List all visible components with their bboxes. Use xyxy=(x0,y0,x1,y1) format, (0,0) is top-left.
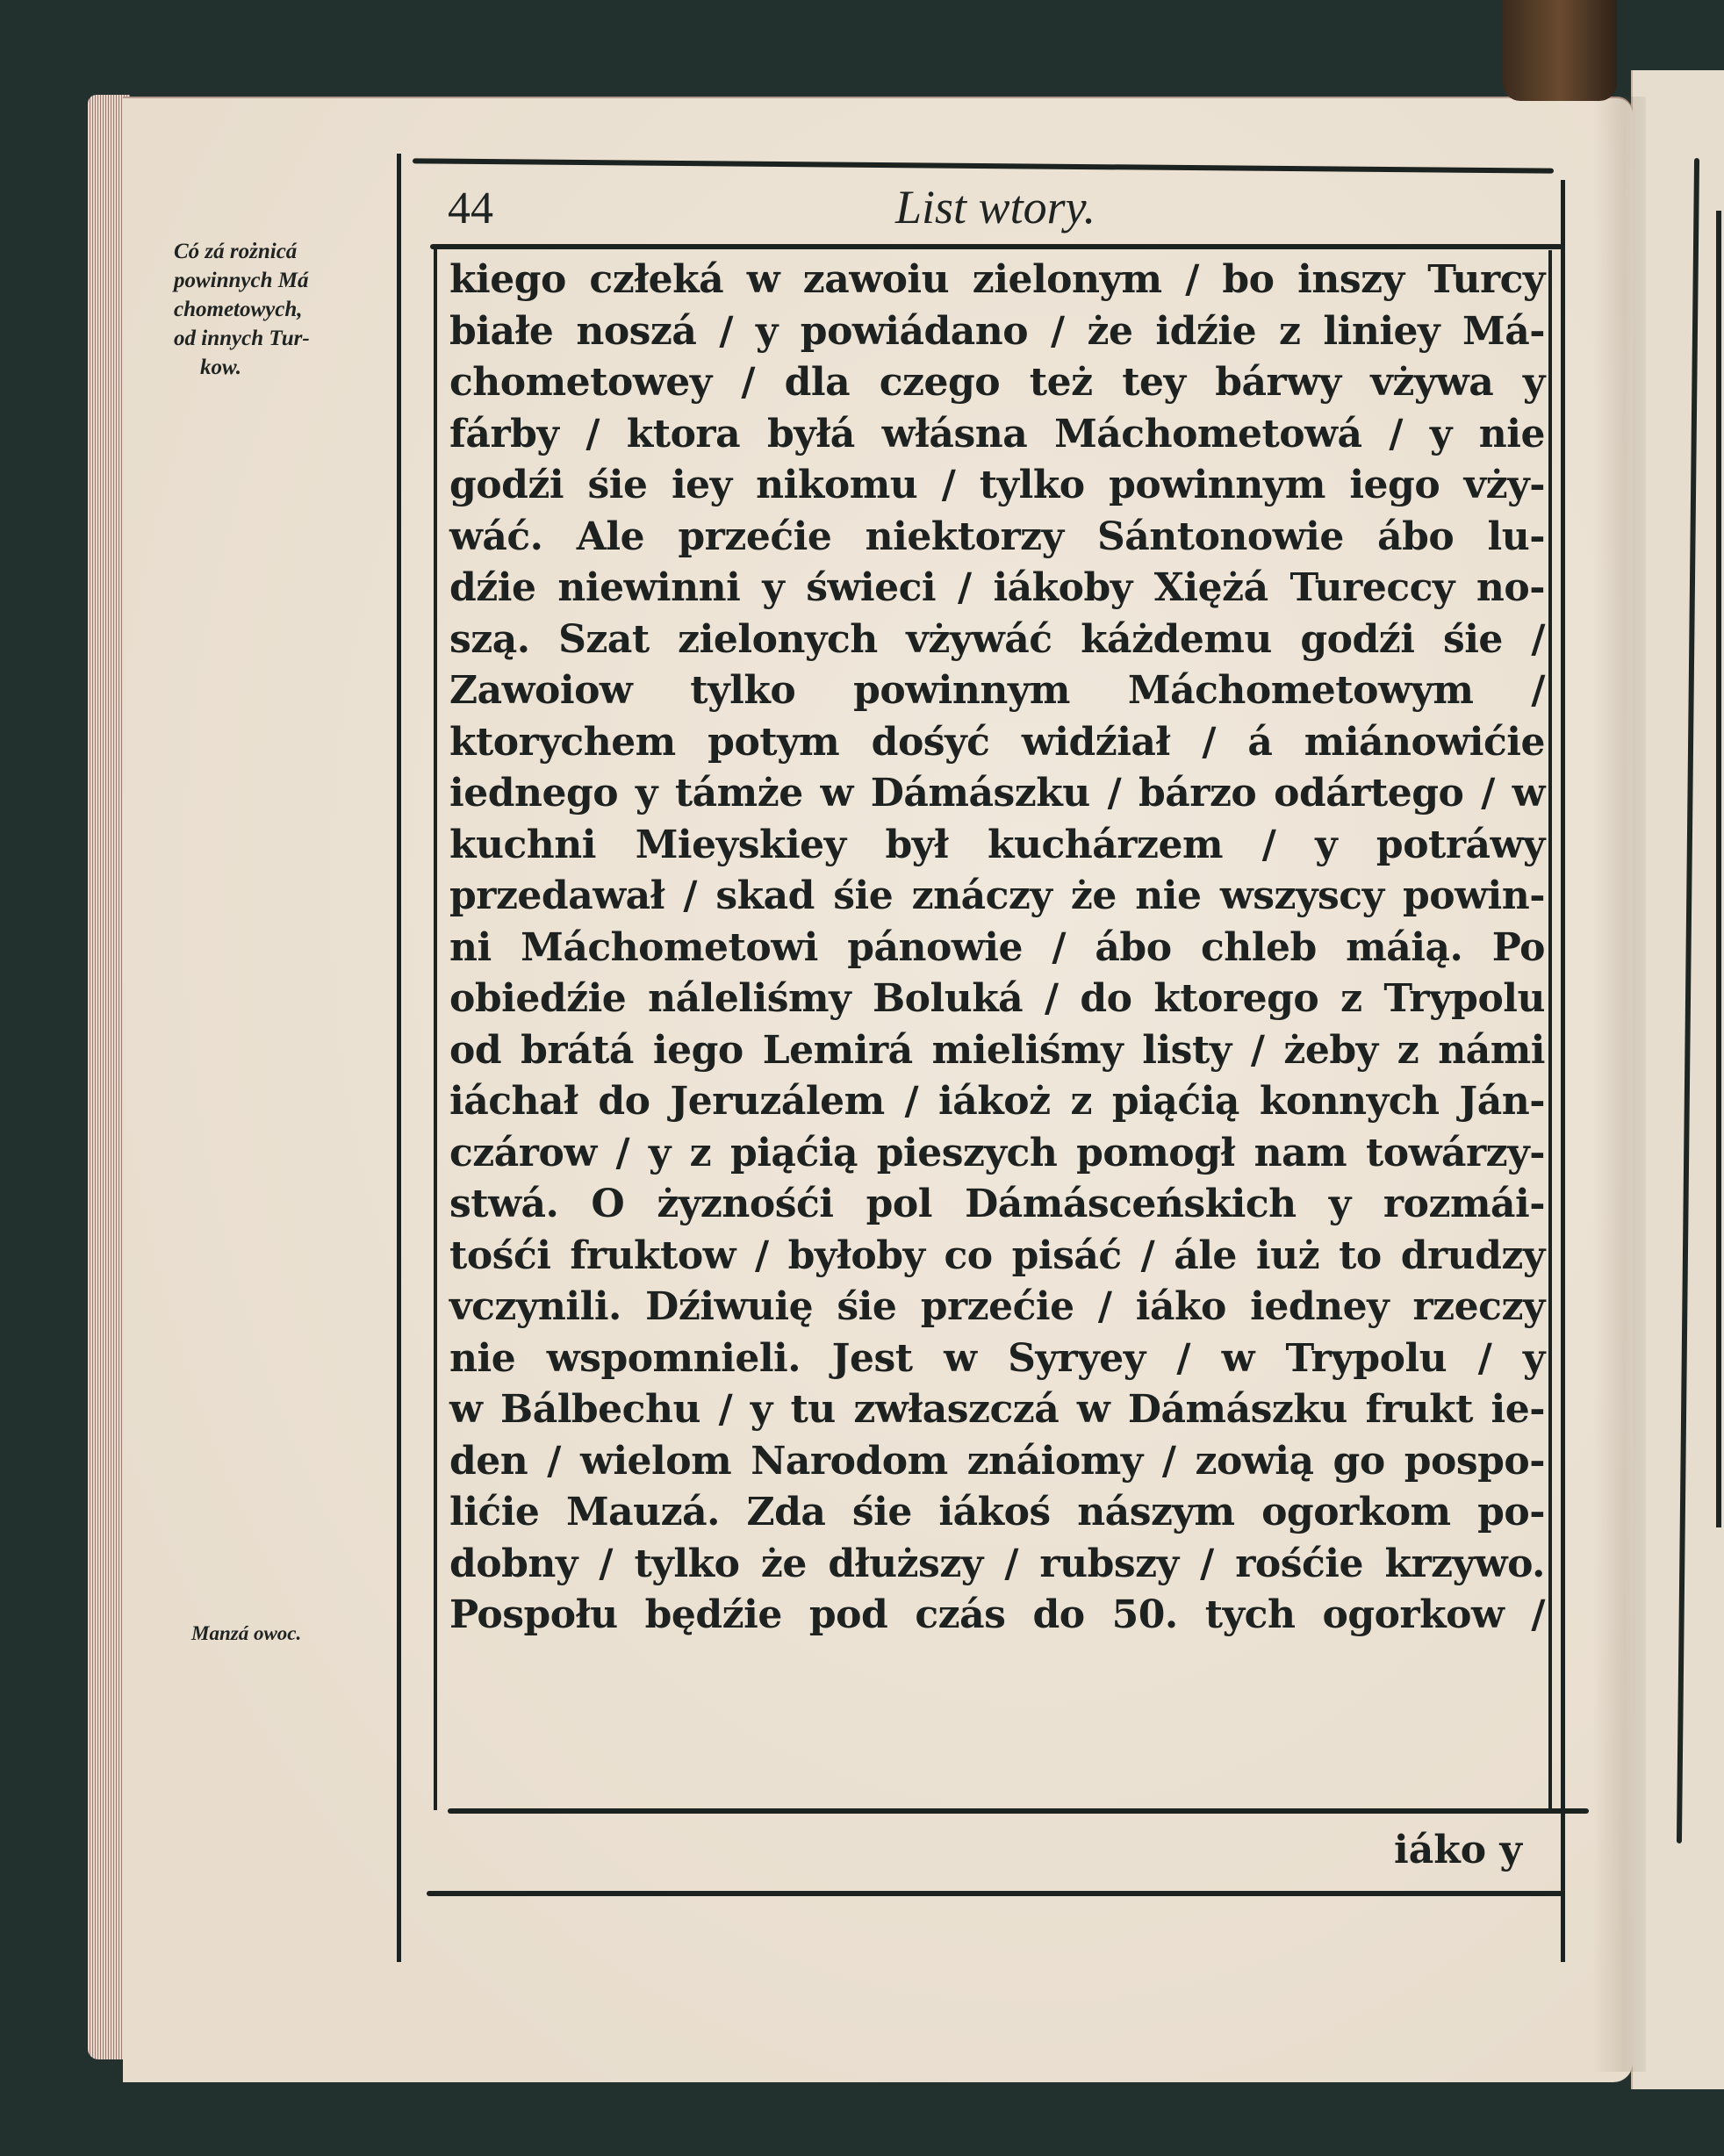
text-line: szą. Szat zielonych vżywáć káżdemu godźi śie / xyxy=(449,616,1545,662)
text-line: obiedźie náleliśmy Boluká / do ktorego z Trypolu xyxy=(449,976,1545,1021)
text-box-rule-left xyxy=(434,248,437,1810)
facing-page-rule xyxy=(1716,211,1721,1527)
text-line: wáć. Ale przećie niektorzy Sántonowie ábo lu- xyxy=(449,514,1545,559)
margin-note: Manzá owoc. xyxy=(191,1622,302,1644)
frame-rule-left xyxy=(397,154,401,1962)
text-line: białe noszá / y powiádano / że idźie z liniey Má- xyxy=(449,308,1545,354)
text-line: nie wspomnieli. Jest w Syryey / w Trypolu / y xyxy=(449,1335,1545,1381)
text-line: Zawoiow tylko powinnym Máchometowym / xyxy=(449,668,1545,713)
text-line: czárow / y z piąćią pieszych pomogł nam towárzy- xyxy=(449,1130,1545,1175)
body-text xyxy=(449,255,1545,1642)
text-box-rule-bottom xyxy=(448,1808,1589,1814)
running-head: List wtory. xyxy=(895,181,1096,234)
catchword: iáko y xyxy=(1394,1828,1522,1872)
text-line: lićie Mauzá. Zda śie iákoś nászym ogorkom po- xyxy=(449,1490,1545,1534)
text-line: kiego człeká w zawoiu zielonym / bo inszy Turcy xyxy=(449,257,1545,302)
text-line: godźi śie iey nikomu / tylko powinnym iego vży- xyxy=(449,463,1545,507)
margin-note xyxy=(174,237,393,382)
margin-note-line: Có zá rożnicá xyxy=(174,240,298,263)
margin-note-line: powinnych Má xyxy=(174,269,309,292)
text-line: den / wielom Narodom znáiomy / zowią go pospo- xyxy=(449,1438,1545,1484)
margin-note-line: chometowych, xyxy=(174,298,303,321)
text-line: ktorychem potym dośyć widźiał / á miánowićie xyxy=(449,719,1545,765)
spine-shadow xyxy=(1593,97,1646,2072)
text-line: dobny / tylko że dłuższy / rubszy / rośćie krzywo. xyxy=(449,1541,1545,1586)
frame-rule-bottom xyxy=(427,1891,1563,1896)
text-line: przedawał / skad śie znáczy że nie wszyscy powin- xyxy=(449,873,1545,918)
text-line: fárby / ktora byłá włásna Máchometowá / y nie xyxy=(449,411,1545,456)
header-rule xyxy=(430,244,1562,249)
text-line: stwá. O żyznośći pol Dámásceńskich y rozmái- xyxy=(449,1182,1545,1226)
bookmark-ribbon xyxy=(1503,0,1617,101)
margin-note-line: od innych Tur- xyxy=(174,327,310,350)
text-line: iáchał do Jeruzálem / iákoż z piąćią konnych Ján- xyxy=(449,1079,1545,1124)
text-line: ni Máchometowi pánowie / ábo chleb máią. Po xyxy=(449,924,1545,970)
text-line: kuchni Mieyskiey był kuchárzem / y potráwy xyxy=(449,822,1545,867)
text-line: Pospołu będźie pod czás do 50. tych ogorkow / xyxy=(449,1592,1545,1637)
text-line: w Bálbechu / y tu zwłaszczá w Dámászku frukt ie- xyxy=(449,1387,1545,1432)
text-line: iednego y támże w Dámászku / bárzo odártego / w xyxy=(449,771,1545,816)
text-line: chometowey / dla czego też tey bárwy vżywa y xyxy=(449,360,1545,405)
text-line: vczynili. Dźiwuię śie przećie / iáko iedney rzeczy xyxy=(449,1284,1545,1329)
page-number: 44 xyxy=(448,183,493,234)
text-line: od brátá iego Lemirá mieliśmy listy / żeby z námi xyxy=(449,1027,1545,1073)
frame-rule-right xyxy=(1561,180,1565,1962)
text-line: tośći fruktow / byłoby co pisáć / ále iuż to drudzy xyxy=(449,1233,1545,1278)
text-box-rule-right xyxy=(1548,250,1552,1813)
text-line: dźie niewinni y świeci / iákoby Xiężá Tureccy no- xyxy=(449,565,1545,610)
margin-note-line: kow. xyxy=(200,356,241,379)
